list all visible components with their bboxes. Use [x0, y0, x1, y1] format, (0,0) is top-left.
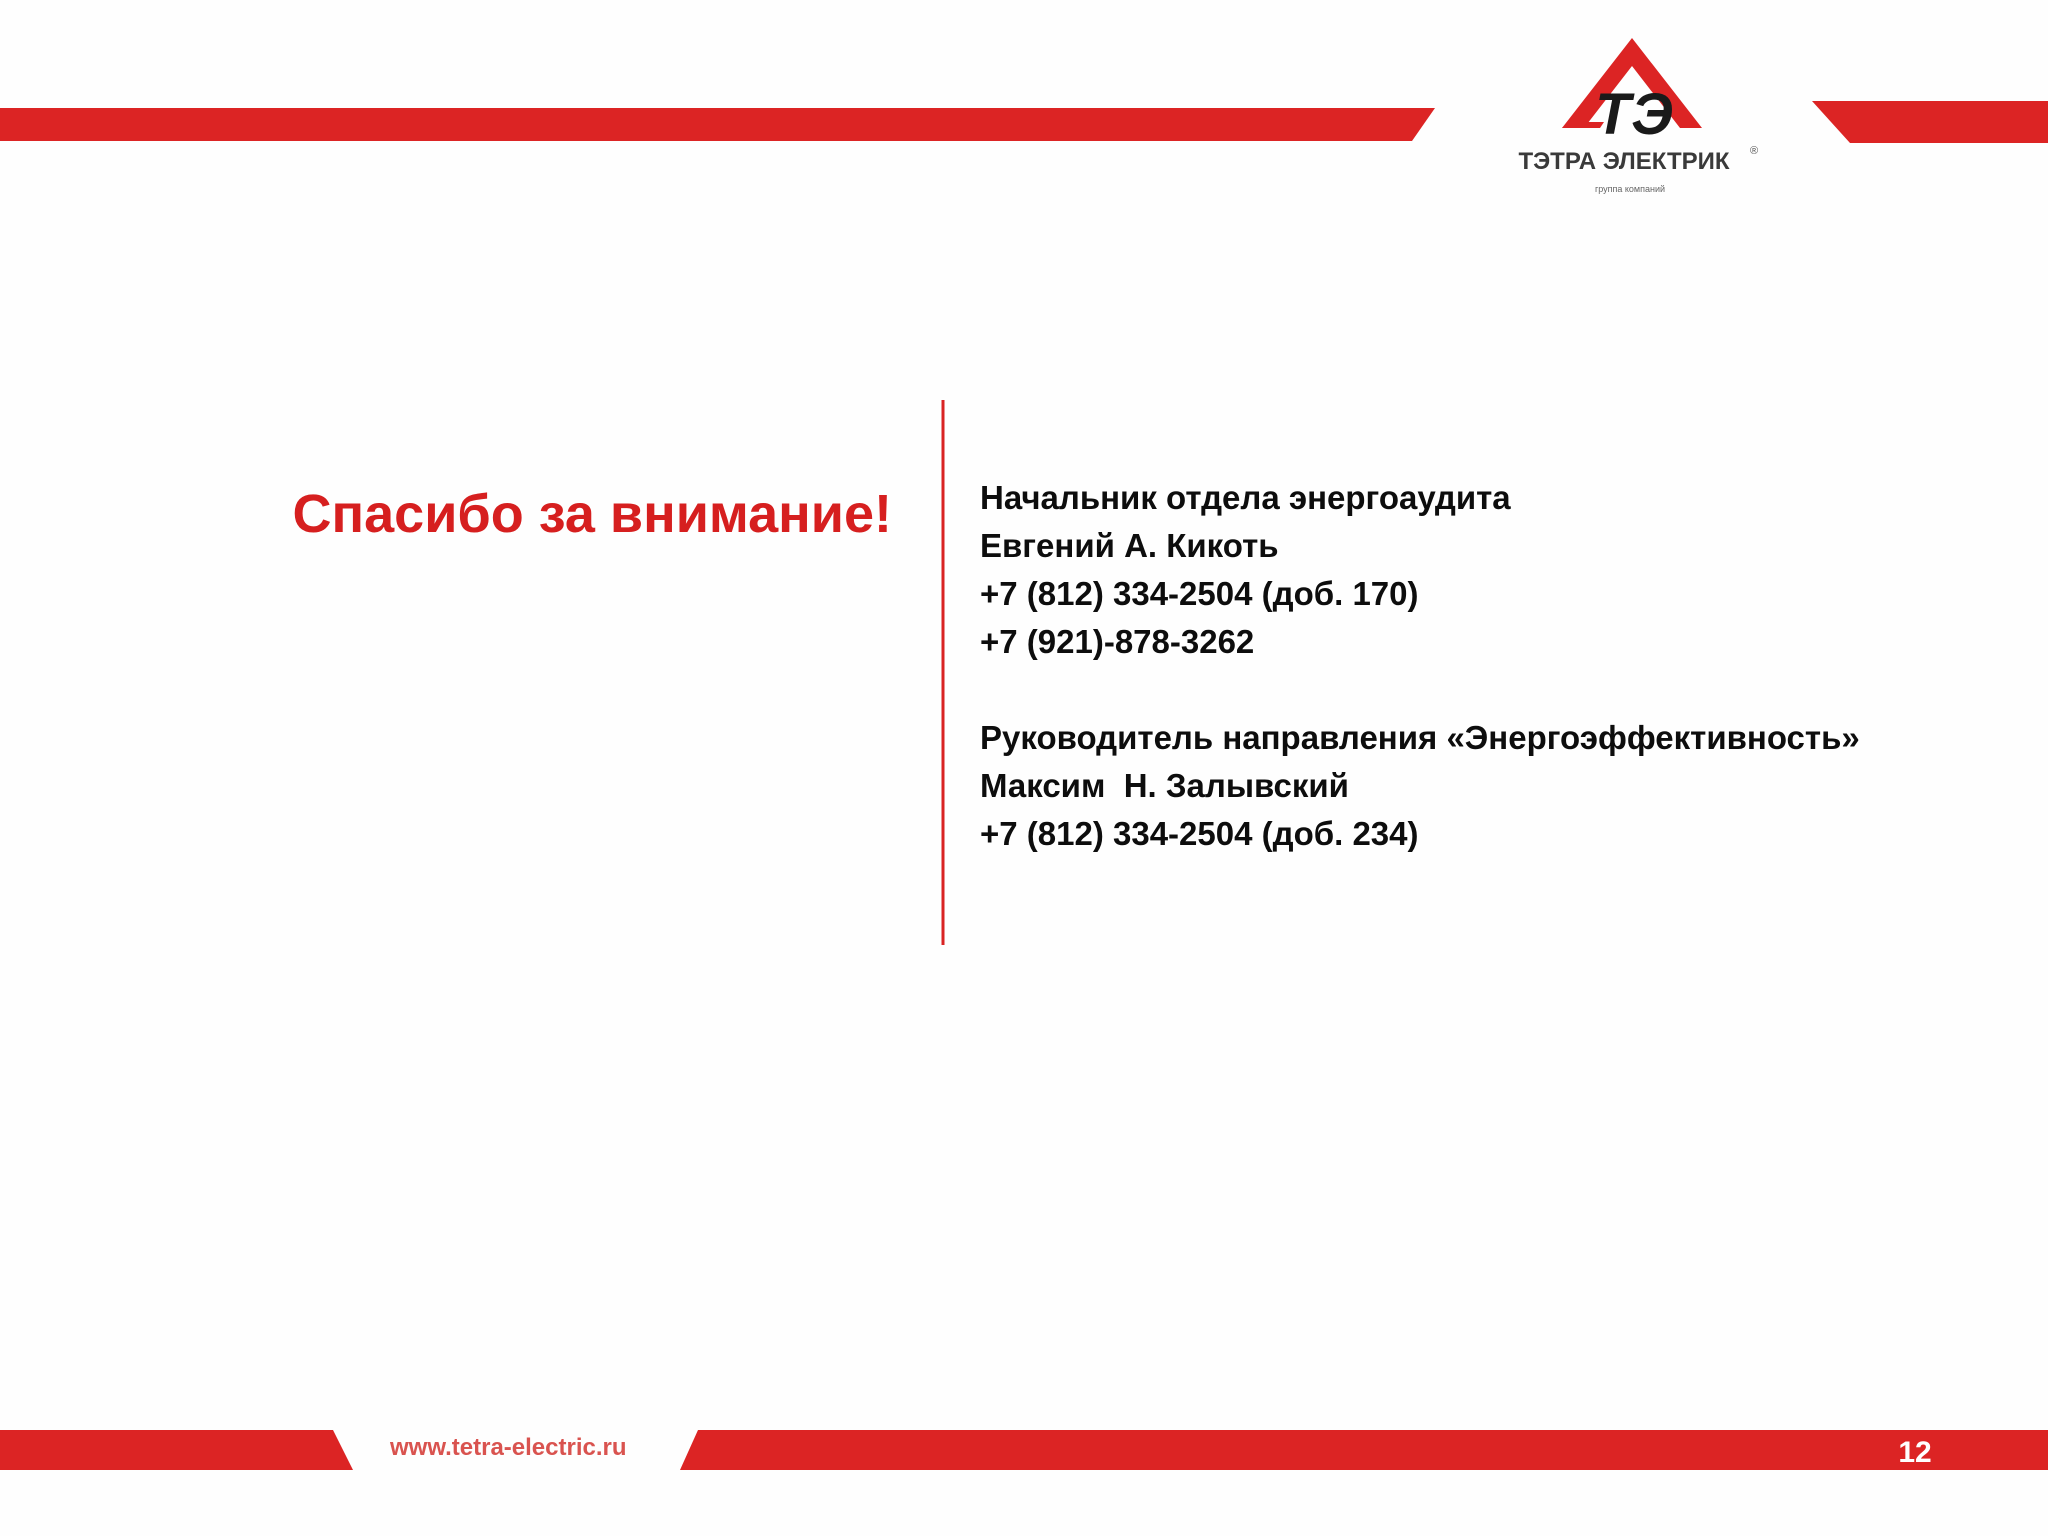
contact-name: Евгений А. Кикоть: [980, 527, 1279, 564]
thanks-heading: Спасибо за внимание!: [292, 484, 892, 544]
page-number: 12: [1898, 1436, 1932, 1469]
logo-name: ТЭТРА ЭЛЕКТРИК: [1518, 148, 1730, 175]
contact-card: [980, 474, 2000, 666]
logo-monogram: ТЭ: [1595, 82, 1673, 147]
contact-phone: +7 (812) 334-2504 (доб. 234): [980, 815, 1419, 852]
logo-registered-mark: ®: [1750, 145, 1759, 157]
contact-phone: +7 (921)-878-3262: [980, 623, 1255, 660]
contact-position: Начальник отдела энергоаудита: [980, 479, 1511, 516]
logo-tagline: группа компаний: [1594, 184, 1666, 194]
contact-name: Максим Н. Залывский: [980, 767, 1349, 804]
website-link[interactable]: www.tetra-electric.ru: [390, 1434, 627, 1461]
contact-phone: +7 (812) 334-2504 (доб. 170): [980, 575, 1419, 612]
footer-left-bar: [0, 1430, 353, 1470]
company-logo: [1482, 36, 1782, 206]
footer-right-bar: [680, 1430, 2048, 1470]
header-left-bar: [0, 108, 1435, 141]
header-right-bar: [1812, 101, 2048, 143]
contact-spacer: [980, 666, 2000, 714]
contact-position: Руководитель направления «Энергоэффективность»: [980, 719, 1860, 756]
contacts-block: [980, 474, 2000, 858]
contact-card: [980, 714, 2000, 858]
